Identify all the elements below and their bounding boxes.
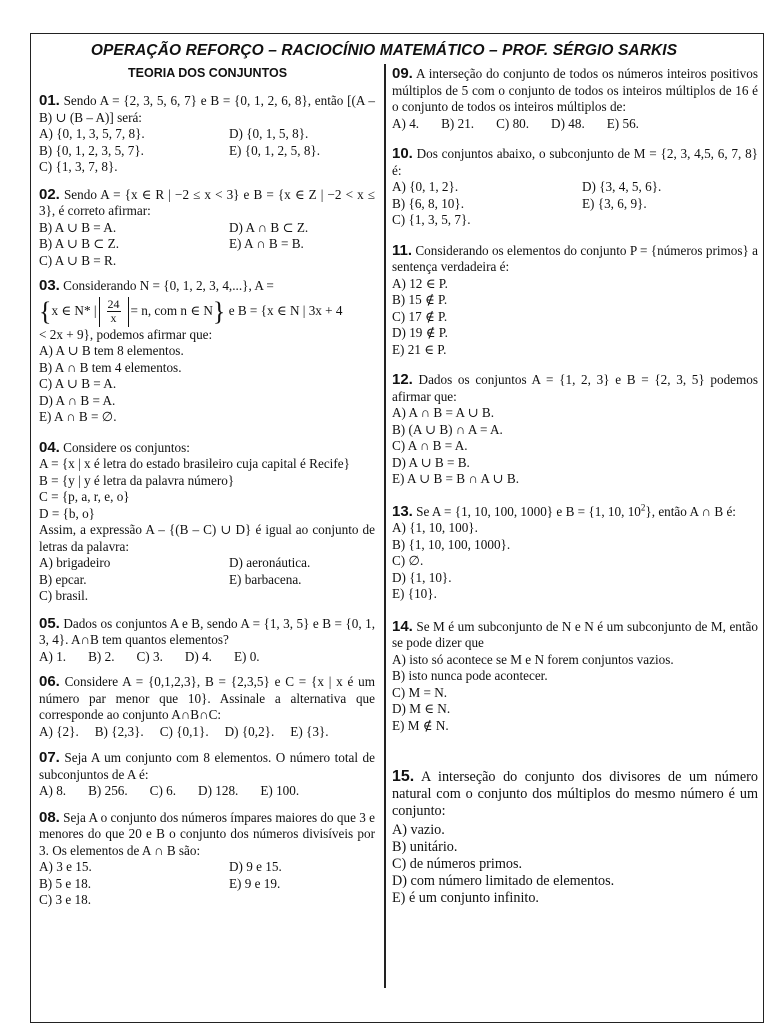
question-stem: Seja A o conjunto dos números ímpares maiores do que 3 e menores do que 20 e B o conjunto dos números divisíveis por 3. Os elementos de A ∩ B são: xyxy=(39,809,375,858)
question-stem: Se M é um subconjunto de N e N é um subconjunto de M, então se pode dizer que xyxy=(392,618,758,650)
question-number: 12. xyxy=(392,371,413,388)
exponent: 2 xyxy=(640,502,646,513)
expression-text: Assim, a expressão A – {(B – C) ∪ D} é igual ao conjunto de letras da palavra: xyxy=(39,522,375,554)
option-d: D) {0, 1, 5, 8}. xyxy=(229,126,309,141)
right-column xyxy=(392,66,758,907)
question-stem: Se A = {1, 10, 100, 1000} e B = {1, 10, 10 xyxy=(416,503,641,519)
question-number: 11. xyxy=(392,241,413,259)
question-stem: Dos conjuntos abaixo, o subconjunto de M = {2, 3, 4,5, 6, 7, 8} é: xyxy=(392,146,759,178)
question-number: 01. xyxy=(39,92,60,109)
fraction-box xyxy=(99,297,129,327)
question-10 xyxy=(392,146,758,229)
option-e: E) 100. xyxy=(260,783,300,798)
question-number: 04. xyxy=(39,438,60,456)
option-c: C) brasil. xyxy=(39,588,89,603)
question-11 xyxy=(392,243,758,359)
question-07 xyxy=(39,750,375,800)
option-a: A) {0, 1, 3, 5, 7, 8}. xyxy=(39,126,145,141)
question-number: 07. xyxy=(39,749,60,766)
option-b: B) epcar. xyxy=(39,571,87,587)
option-a: A) vazio. xyxy=(392,822,445,838)
option-c: C) 80. xyxy=(496,115,530,131)
open-brace: { xyxy=(39,296,52,326)
question-stem: Considerando N = {0, 1, 2, 3, 4,...}, A = xyxy=(63,278,274,293)
option-c: C) A ∩ B = A. xyxy=(392,438,468,453)
question-stem: Sendo A = {x ∈ R | −2 ≤ x < 3} e B = {x ∈ Z | −2 < x ≤ 3}, é correto afirmar: xyxy=(39,186,376,218)
question-number: 08. xyxy=(39,808,60,826)
close-brace: } xyxy=(212,296,226,326)
question-number: 09. xyxy=(392,65,413,82)
question-stem-b: }, então A ∩ B é: xyxy=(645,503,736,519)
question-04 xyxy=(39,440,375,605)
option-a: A) 1. xyxy=(39,648,67,664)
question-stem: Considere os conjuntos: xyxy=(63,439,190,455)
option-c: C) de números primos. xyxy=(392,856,523,872)
option-a: A) brigadeiro xyxy=(39,555,111,570)
question-09 xyxy=(392,66,758,132)
option-b: B) A ∪ B ⊂ Z. xyxy=(39,236,119,251)
option-c: C) {0,1}. xyxy=(159,723,209,739)
option-d: D) com número limitado de elementos. xyxy=(392,873,615,889)
option-b: B) isto nunca pode acontecer. xyxy=(392,668,548,683)
option-b: B) 5 e 18. xyxy=(39,875,92,891)
question-01 xyxy=(39,93,375,176)
question-05 xyxy=(39,616,375,666)
set-condition: x ∈ N* | xyxy=(51,302,97,318)
option-e: E) {3, 6, 9}. xyxy=(582,195,647,211)
option-b: B) (A ∪ B) ∩ A = A. xyxy=(392,421,503,437)
option-c: C) {1, 3, 7, 8}. xyxy=(39,159,118,174)
option-c: C) A ∪ B = A. xyxy=(39,376,117,391)
option-e: E) {3}. xyxy=(290,723,329,739)
option-c: C) M = N. xyxy=(392,684,448,700)
question-number: 02. xyxy=(39,185,60,203)
question-stem: Dados os conjuntos A = {1, 2, 3} e B = {2, 3, 5} podemos afirmar que: xyxy=(392,372,759,404)
definition-c: C = {p, a, r, e, o} xyxy=(39,489,130,504)
option-e: E) A ∪ B = B ∩ A ∪ B. xyxy=(392,471,519,486)
option-d: D) 128. xyxy=(198,783,239,798)
option-b: B) 256. xyxy=(88,783,128,798)
option-d: D) {1, 10}. xyxy=(392,569,452,585)
option-a: A) 3 e 15. xyxy=(39,859,92,874)
option-b: B) A ∩ B tem 4 elementos. xyxy=(39,359,182,375)
option-b: B) 21. xyxy=(441,115,475,131)
definition-b: B = {y | y é letra da palavra número} xyxy=(39,472,235,488)
question-number: 14. xyxy=(392,617,413,635)
option-d: D) {0,2}. xyxy=(224,723,275,739)
question-number: 13. xyxy=(392,502,413,520)
question-stem: Sendo A = {2, 3, 5, 6, 7} e B = {0, 1, 2, 6, 8}, então [(A – B) ∪ (B – A)] será: xyxy=(39,93,376,125)
option-e: E) 56. xyxy=(606,115,639,131)
definition-d: D = {b, o} xyxy=(39,505,95,521)
fraction-numerator: 24 xyxy=(107,297,120,311)
option-c: C) ∅. xyxy=(392,553,424,568)
definition-a: A = {x | x é letra do estado brasileiro cuja capital é Recife} xyxy=(39,456,350,471)
option-d: D) 4. xyxy=(184,648,212,664)
question-stem-c: < 2x + 9}, podemos afirmar que: xyxy=(39,326,213,342)
option-c: C) A ∪ B = R. xyxy=(39,252,117,268)
option-a: A) 8. xyxy=(39,783,67,798)
question-number: 03. xyxy=(39,277,60,294)
question-14 xyxy=(392,619,758,735)
option-a: A) A ∪ B tem 8 elementos. xyxy=(39,343,184,358)
option-c: C) 3 e 18. xyxy=(39,892,92,907)
question-15 xyxy=(392,768,758,907)
question-stem: A interseção do conjunto dos divisores de um número natural com o conjunto dos múltiplos do mesmo número é um conjunto: xyxy=(392,769,758,819)
option-d: D) A ∩ B ⊂ Z. xyxy=(229,219,309,235)
option-a: A) 4. xyxy=(392,115,420,131)
option-a: A) {2}. xyxy=(39,723,79,739)
option-a: A) 12 ∈ P. xyxy=(392,275,448,291)
option-b: B) {6, 8, 10}. xyxy=(392,195,465,211)
option-b: B) {2,3}. xyxy=(94,723,144,739)
option-e: E) 21 ∈ P. xyxy=(392,341,447,357)
option-e: E) 0. xyxy=(233,648,260,664)
fraction-denominator: x xyxy=(110,311,117,325)
option-d: D) 19 ∉ P. xyxy=(392,325,448,340)
page-subtitle: TEORIA DOS CONJUNTOS xyxy=(128,66,288,80)
option-e: E) A ∩ B = B. xyxy=(229,236,304,251)
option-e: E) barbacena. xyxy=(229,571,302,587)
column-divider xyxy=(384,64,386,988)
option-d: D) 9 e 15. xyxy=(229,859,282,874)
page-title: OPERAÇÃO REFORÇO – RACIOCÍNIO MATEMÁTICO – PROF. SÉRGIO SARKIS xyxy=(90,42,678,59)
question-stem: Dados os conjuntos A e B, sendo A = {1, 3, 5} e B = {0, 1, 3, 4}. A∩B tem quantos elementos? xyxy=(39,615,375,647)
question-stem: Seja A um conjunto com 8 elementos. O número total de subconjuntos de A é: xyxy=(39,750,376,782)
option-c: C) 17 ∉ P. xyxy=(392,308,448,324)
option-e: E) {10}. xyxy=(392,586,437,601)
option-d: D) 48. xyxy=(551,115,585,131)
option-a: B) A ∪ B = A. xyxy=(39,219,117,235)
question-03 xyxy=(39,278,375,426)
option-b: B) {1, 10, 100, 1000}. xyxy=(392,536,511,552)
question-13 xyxy=(392,504,758,603)
option-b: B) {0, 1, 2, 3, 5, 7}. xyxy=(39,142,144,158)
option-a: A) isto só acontece se M e N forem conjuntos vazios. xyxy=(392,651,674,667)
question-06 xyxy=(39,674,375,740)
question-number: 05. xyxy=(39,614,60,632)
question-stem-b: e B = {x ∈ N | 3x + 4 xyxy=(228,302,343,318)
option-c: C) 6. xyxy=(149,783,177,798)
option-d: D) A ∪ B = B. xyxy=(392,454,470,470)
question-number: 10. xyxy=(392,145,413,162)
option-e: E) A ∩ B = ∅. xyxy=(39,409,117,424)
option-e: E) {0, 1, 2, 5, 8}. xyxy=(229,142,321,158)
option-c: C) {1, 3, 5, 7}. xyxy=(392,212,471,227)
option-b: B) 2. xyxy=(88,648,115,664)
option-e: E) 9 e 19. xyxy=(229,875,281,891)
option-b: B) unitário. xyxy=(392,839,458,855)
question-02 xyxy=(39,187,375,270)
question-stem: Considerando os elementos do conjunto P = {números primos} a sentença verdadeira é: xyxy=(392,242,759,274)
left-column xyxy=(39,88,375,909)
option-d: D) aeronáutica. xyxy=(229,555,311,570)
option-e: E) M ∉ N. xyxy=(392,717,449,733)
option-a: A) A ∩ B = A ∪ B. xyxy=(392,405,495,420)
question-stem: Considere A = {0,1,2,3}, B = {2,3,5} e C = {x | x é um número par menor que 10}. Assinale a alternativa que corresponde ao conjunto A∩B∩C: xyxy=(39,674,375,722)
question-number: 15. xyxy=(392,768,415,785)
option-d: D) M ∈ N. xyxy=(392,701,451,716)
option-e: E) é um conjunto infinito. xyxy=(392,890,539,906)
question-stem: A interseção do conjunto de todos os números inteiros positivos múltiplos de 5 com o conjunto de todos os inteiros múltiplos de 16 é o conjunto de todos os inteiros múltiplos de: xyxy=(392,66,758,114)
option-d: D) A ∩ B = A. xyxy=(39,392,116,408)
question-12 xyxy=(392,372,758,488)
option-d: D) {3, 4, 5, 6}. xyxy=(582,179,662,194)
option-c: C) 3. xyxy=(136,648,163,664)
option-a: A) {1, 10, 100}. xyxy=(392,520,478,535)
set-condition-rest: = n, com n ∈ N xyxy=(130,302,213,318)
question-08 xyxy=(39,810,375,909)
option-a: A) {0, 1, 2}. xyxy=(392,179,459,194)
option-b: B) 15 ∉ P. xyxy=(392,292,448,307)
question-number: 06. xyxy=(39,673,60,690)
